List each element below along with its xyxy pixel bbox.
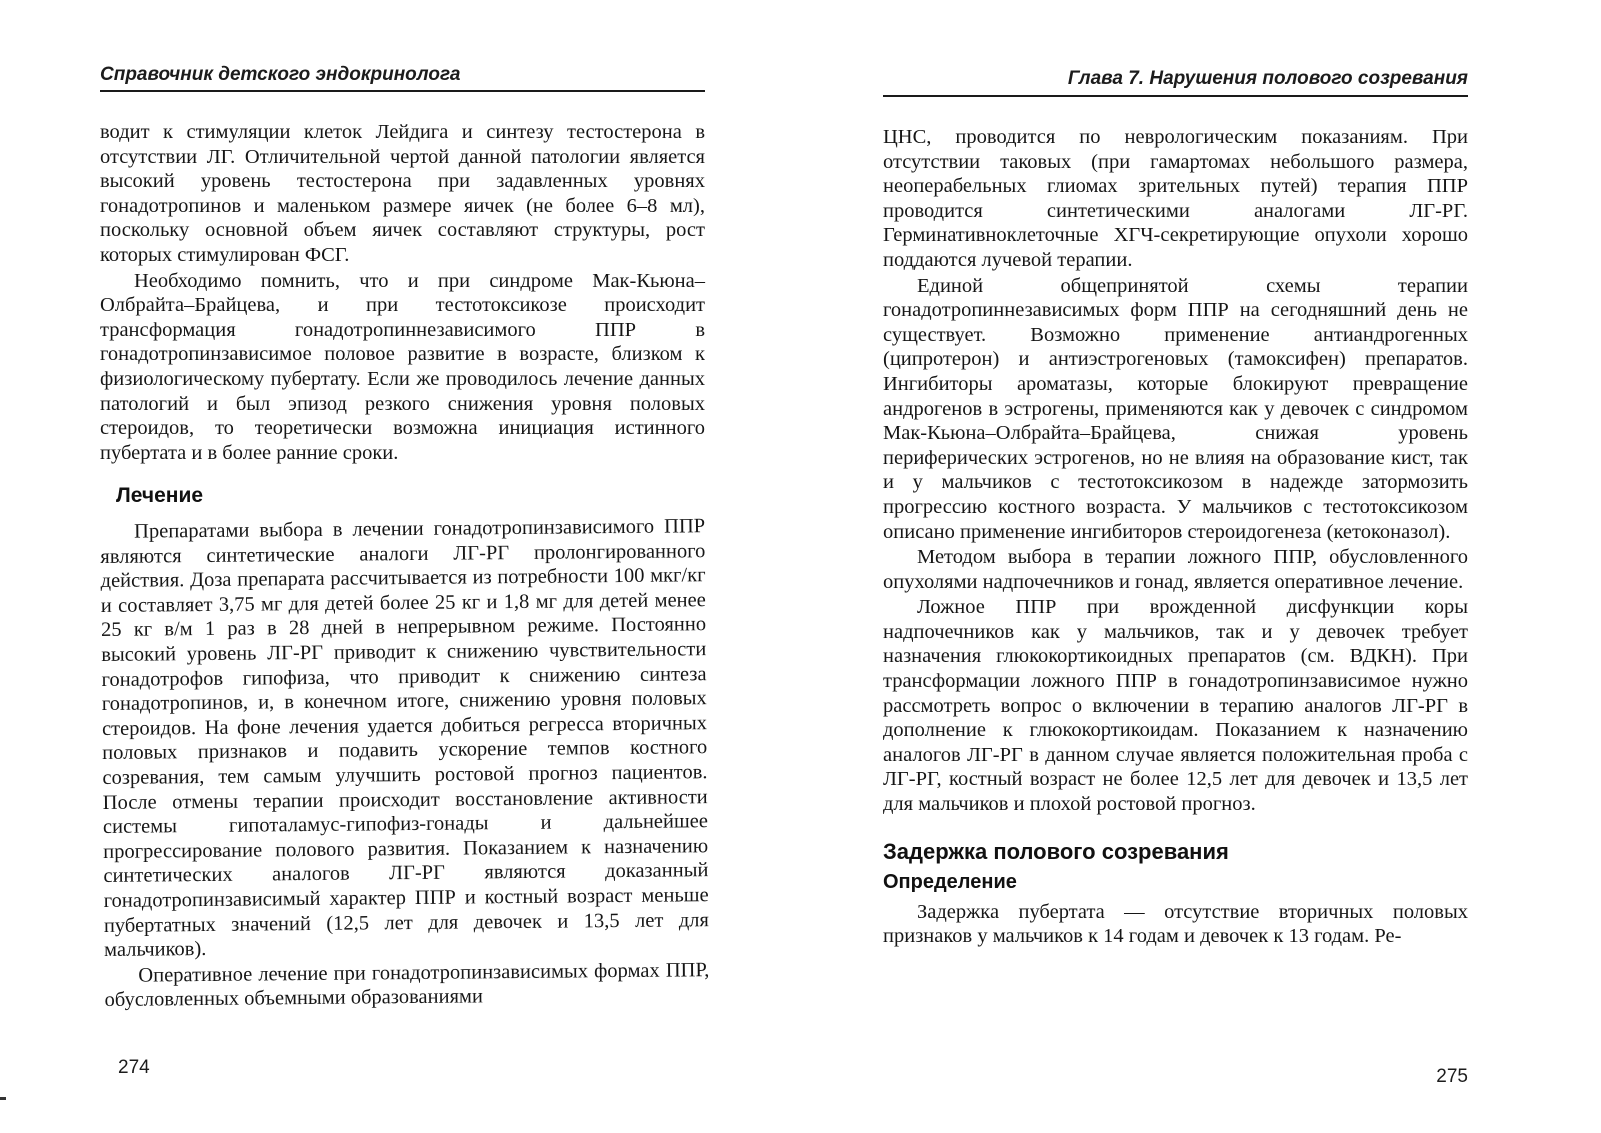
paragraph: Необходимо помнить, что и при синдроме Мак-Кьюна–Олбрайта–Брайцева, и при тестотоксикозе происходит трансформация гонадотропиннезависимого ППР в гонадотропинзависимое половое развитие в возрасте, близком к физиологическому пубертату. Если же проводилось лечение данных патологий и был эпизод резкого снижения уровня половых стероидов, то теоретически возможна инициация истинного пубертата и в более ранние сроки. [100, 269, 705, 464]
subheading: Определение [883, 870, 1017, 893]
section-heading: Лечение [116, 484, 204, 508]
paragraph: водит к стимуляции клеток Лейдига и синтезу тестостерона в отсутствии ЛГ. Отличительной чертой данной патологии является высокий уровень тестостерона при задавленных уровнях гонадотропинов и маленьком размере яичек (не более 6–8 мл), поскольку основной объем яичек составляют структуры, рост которых стимулирован ФСГ. [100, 121, 705, 266]
running-head: Глава 7. Нарушения полового созревания [1067, 68, 1468, 89]
right-text-column [883, 125, 1468, 949]
running-head: Справочник детского эндокринолога [100, 64, 461, 85]
treatment-text [100, 515, 710, 1014]
paragraph: Задержка пубертата — отсутствие вторичных половых признаков у мальчиков к 14 годам и девочек к 13 годам. Ре- [883, 900, 1468, 948]
paragraph: Оперативное лечение при гонадотропинзависимых формах ППР, обусловленных объемными образованиями [104, 959, 710, 1012]
left-text-column [100, 120, 710, 1013]
paragraph: Препаратами выбора в лечении гонадотропинзависимого ППР являются синтетические аналоги ЛГ-РГ пролонгированного действия. Доза препарата рассчитывается из потребности 100 мкг/кг и составляет 3,75 мг для детей более 25 кг и 1,8 мг для детей менее 25 кг в/м 1 раз в 28 дней в непрерывном режиме. Постоянно высокий уровень ЛГ-РГ приводит к снижению чувствительности гонадотрофов гипофиза, что приводит к снижению синтеза гонадотропинов, и, в конечном итоге, снижению уровня половых стероидов. На фоне лечения удается добиться регресса вторичных половых признаков и подавить ускорение темпов костного созревания, тем самым улучшить ростовой прогноз пациентов. После отмены терапии происходит восстановление активности системы гипоталамус-гипофиз-гонады и дальнейшее прогрессирование полового развития. Показанием к назначению синтетических аналогов ЛГ-РГ являются доказанный гонадотропинзависимый характер ППР и костный возраст меньше пубертатных значений (12,5 лет для девочек и 13,5 лет для мальчиков). [100, 515, 709, 962]
page-number: 274 [118, 1057, 150, 1078]
scan-mark [0, 1097, 6, 1100]
header-rule [100, 90, 705, 92]
paragraph: Ложное ППР при врожденной дисфункции коры надпочечников как у мальчиков, так и у девочек требует назначения глюкокортикоидных препаратов (см. ВДКН). При трансформации ложного ППР в гонадотропинзависимое нужно рассмотреть вопрос о включении в терапию аналогов ЛГ-РГ в дополнение к глюкокортикоидам. Показанием к назначению аналогов ЛГ-РГ в данном случае является положительная проба с ЛГ-РГ, костный возраст не более 12,5 лет для девочек и 13,5 лет для мальчиков и плохой ростовой прогноз. [883, 596, 1468, 816]
right-page [883, 0, 1468, 1133]
paragraph: Единой общепринятой схемы терапии гонадотропиннезависимых форм ППР на сегодняшний день не существует. Возможно применение антиандрогенных (ципротерон) и антиэстрогеновых (тамоксифен) препаратов. Ингибиторы ароматазы, которые блокируют превращение андрогенов в эстрогены, применяются как у девочек с синдромом Мак-Кьюна–Олбрайта–Брайцева, снижая уровень периферических эстрогенов, но не влияя на образование кист, так и у мальчиков с тестотоксикозом в надежде затормозить прогрессию костного возраста. У мальчиков с тестотоксикозом описано применение ингибиторов стероидогенеза (кетоконазол). [883, 274, 1468, 543]
header-rule [883, 95, 1468, 97]
chapter-heading: Задержка полового созревания [883, 838, 1229, 864]
page-number: 275 [1436, 1066, 1468, 1087]
paragraph: ЦНС, проводится по неврологическим показаниям. При отсутствии таковых (при гамартомах небольшого размера, неоперабельных глиомах зрительных путей) терапия ППР проводится синтетическими аналогами ЛГ-РГ. Герминативноклеточные ХГЧ-секретирующие опухоли хорошо поддаются лучевой терапии. [883, 126, 1468, 271]
left-page [100, 0, 710, 1133]
paragraph: Методом выбора в терапии ложного ППР, обусловленного опухолями надпочечников и гонад, является оперативное лечение. [883, 546, 1468, 593]
